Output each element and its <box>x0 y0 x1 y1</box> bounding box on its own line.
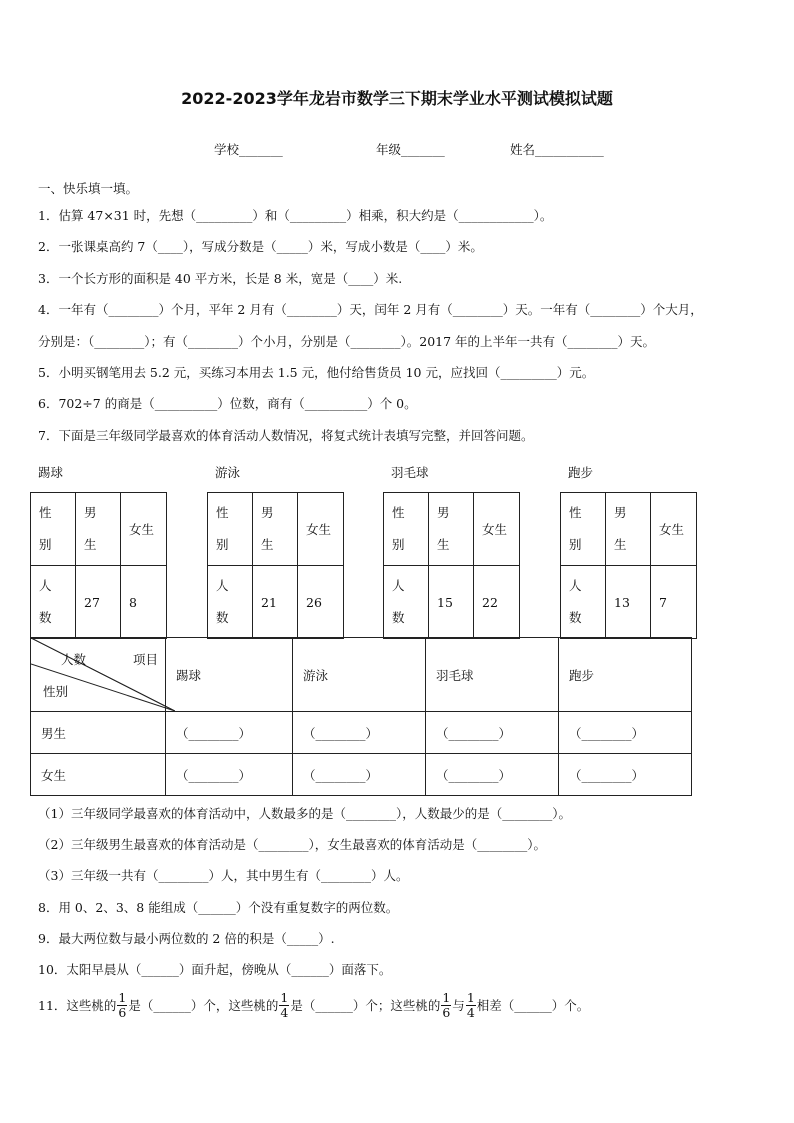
question-9: 9．最大两位数与最小两位数的 2 倍的积是（_____）. <box>38 931 335 946</box>
header-female: 女生 <box>651 493 697 566</box>
blank-female-badminton[interactable]: （________） <box>426 754 559 796</box>
row-count: 人 <box>216 578 229 593</box>
col-header-badminton: 羽毛球 <box>426 638 559 712</box>
swimming-male: 21 <box>253 566 298 639</box>
header-gender-2: 别 <box>216 537 229 552</box>
swimming-female: 26 <box>298 566 344 639</box>
question-7-3: （3）三年级一共有（________）人，其中男生有（________）人。 <box>38 868 409 883</box>
question-7-2: （2）三年级男生最喜欢的体育活动是（________），女生最喜欢的体育活动是（________）。 <box>38 837 546 852</box>
row-count-2: 数 <box>39 610 52 625</box>
row-count: 人 <box>569 578 582 593</box>
corner-cell <box>31 638 166 712</box>
blank-male-football[interactable]: （________） <box>166 712 293 754</box>
compound-stat-table <box>30 637 692 796</box>
fraction-one-sixth <box>117 991 127 1020</box>
running-female: 7 <box>651 566 697 639</box>
question-7: 7．下面是三年级同学最喜欢的体育活动人数情况，将复式统计表填写完整，并回答问题。 <box>38 428 534 443</box>
fraction-numerator: 1 <box>280 990 289 1005</box>
blank-male-badminton[interactable]: （________） <box>426 712 559 754</box>
fraction-one-quarter <box>466 991 476 1020</box>
question-11 <box>38 988 589 1024</box>
football-female: 8 <box>121 566 167 639</box>
fraction-numerator: 1 <box>442 990 451 1005</box>
grade-field[interactable]: 年级_______ <box>376 142 445 157</box>
badminton-male: 15 <box>429 566 474 639</box>
blank-female-swimming[interactable]: （________） <box>293 754 426 796</box>
blank-male-running[interactable]: （________） <box>559 712 692 754</box>
fraction-numerator: 1 <box>466 990 475 1005</box>
fraction-denominator: 4 <box>466 1005 475 1020</box>
header-male-2: 生 <box>261 537 274 552</box>
q11-text-4: 与 <box>452 998 465 1013</box>
sport-label-running: 跑步 <box>568 465 594 480</box>
row-label-female: 女生 <box>31 754 166 796</box>
question-5: 5．小明买钢笔用去 5.2 元，买练习本用去 1.5 元，他付给售货员 10 元，应找回（_________）元。 <box>38 365 595 380</box>
header-female: 女生 <box>121 493 167 566</box>
row-label-male: 男生 <box>31 712 166 754</box>
row-count: 人 <box>39 578 52 593</box>
header-female: 女生 <box>298 493 344 566</box>
question-4-line-2: 分别是：（________）；有（________）个小月，分别是（________）。2017 年的上半年一共有（________）天。 <box>38 334 656 349</box>
corner-count-label: 人数 <box>61 652 87 667</box>
question-1: 1．估算 47×31 时，先想（_________）和（_________）相乘，积大约是（____________）。 <box>38 208 553 223</box>
header-male: 男 <box>84 505 97 520</box>
running-table <box>560 492 697 639</box>
fraction-one-quarter <box>279 991 289 1020</box>
fraction-denominator: 6 <box>118 1005 127 1020</box>
question-2: 2．一张课桌高约 7（____），写成分数是（_____）米，写成小数是（____）米。 <box>38 239 483 254</box>
running-male: 13 <box>606 566 651 639</box>
question-8: 8．用 0、2、3、8 能组成（______）个没有重复数字的两位数。 <box>38 900 399 915</box>
header-gender-2: 别 <box>39 537 52 552</box>
q11-text-5: 相差（______）个。 <box>476 998 590 1013</box>
question-7-1: （1）三年级同学最喜欢的体育活动中，人数最多的是（________），人数最少的是（________）。 <box>38 806 571 821</box>
header-gender: 性 <box>39 505 52 520</box>
corner-gender-label: 性别 <box>43 684 69 699</box>
fraction-denominator: 4 <box>280 1005 289 1020</box>
q11-text-3: 是（______）个；这些桃的 <box>290 998 441 1013</box>
question-4-line-1: 4．一年有（________）个月，平年 2 月有（________）天，闰年 2 月有（________）天。一年有（________）个大月， <box>38 302 703 317</box>
fraction-one-sixth <box>441 991 451 1020</box>
badminton-table <box>383 492 520 639</box>
sport-label-badminton: 羽毛球 <box>391 465 429 480</box>
row-count: 人 <box>392 578 405 593</box>
row-count-2: 数 <box>392 610 405 625</box>
header-gender-2: 别 <box>392 537 405 552</box>
badminton-female: 22 <box>474 566 520 639</box>
header-male-2: 生 <box>437 537 450 552</box>
header-male: 男 <box>614 505 627 520</box>
header-female: 女生 <box>474 493 520 566</box>
section-heading: 一、快乐填一填。 <box>38 181 139 196</box>
blank-male-swimming[interactable]: （________） <box>293 712 426 754</box>
q11-text-1: 11．这些桃的 <box>38 998 117 1013</box>
q11-text-2: 是（______）个，这些桃的 <box>128 998 279 1013</box>
school-field[interactable]: 学校_______ <box>214 142 283 157</box>
col-header-swimming: 游泳 <box>293 638 426 712</box>
question-10: 10．太阳早晨从（______）面升起，傍晚从（______）面落下。 <box>38 962 392 977</box>
row-count-2: 数 <box>216 610 229 625</box>
question-6: 6．702÷7 的商是（__________）位数，商有（__________）个 0。 <box>38 396 417 411</box>
col-header-running: 跑步 <box>559 638 692 712</box>
header-gender: 性 <box>392 505 405 520</box>
page-title: 2022-2023学年龙岩市数学三下期末学业水平测试模拟试题 <box>181 89 613 108</box>
football-male: 27 <box>76 566 121 639</box>
blank-female-running[interactable]: （________） <box>559 754 692 796</box>
header-gender: 性 <box>216 505 229 520</box>
blank-female-football[interactable]: （________） <box>166 754 293 796</box>
header-gender: 性 <box>569 505 582 520</box>
football-table <box>30 492 167 639</box>
sport-label-football: 踢球 <box>38 465 64 480</box>
swimming-table <box>207 492 344 639</box>
fraction-denominator: 6 <box>442 1005 451 1020</box>
header-male-2: 生 <box>84 537 97 552</box>
corner-item-label: 项目 <box>133 652 159 667</box>
row-count-2: 数 <box>569 610 582 625</box>
question-3: 3．一个长方形的面积是 40 平方米，长是 8 米，宽是（____）米. <box>38 271 403 286</box>
name-field[interactable]: 姓名___________ <box>510 142 604 157</box>
col-header-football: 踢球 <box>166 638 293 712</box>
header-male: 男 <box>261 505 274 520</box>
sport-label-swimming: 游泳 <box>215 465 241 480</box>
header-gender-2: 别 <box>569 537 582 552</box>
fraction-numerator: 1 <box>118 990 127 1005</box>
header-male: 男 <box>437 505 450 520</box>
header-male-2: 生 <box>614 537 627 552</box>
